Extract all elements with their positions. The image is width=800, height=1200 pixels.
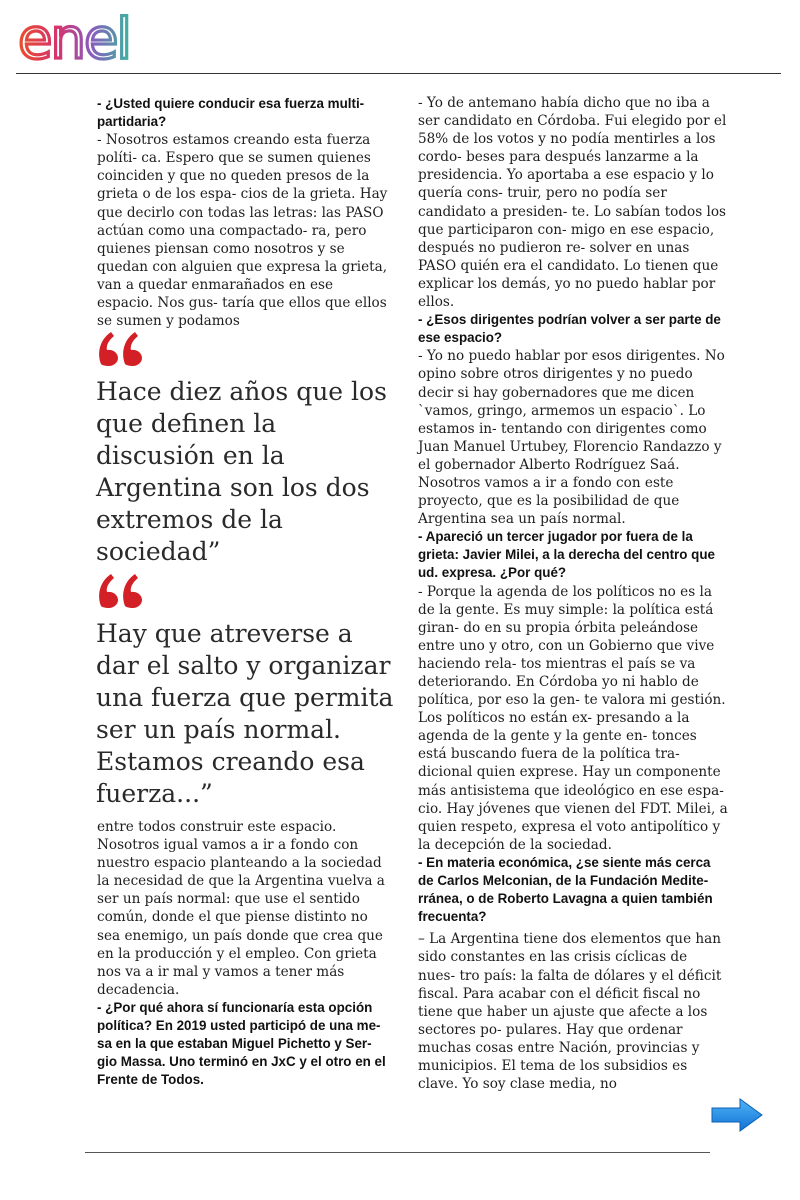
question-paragraph: - Apareció un tercer jugador por fuera de la grieta: Javier Milei, a la derecha del centro que ud. expresa. ¿Por qué? — [418, 529, 715, 581]
logo-wordmark: enel — [18, 14, 130, 66]
quote-mark-icon — [97, 570, 147, 608]
question-paragraph: - ¿Esos dirigentes podrían volver a ser parte de ese espacio? — [418, 312, 721, 346]
column-left-bottom — [97, 818, 389, 1089]
quote-mark-icon — [97, 328, 147, 366]
answer-paragraph: entre todos construir este espacio. Nosotros igual vamos a ir a fondo con nuestro espacio planteando a la sociedad la necesidad de que la Argentina vuelva a ser un país normal: que use el sentido común, donde el que piense distinto no sea enemigo, un país donde que crea que en la producción y el empleo. Con grieta nos va a ir mal y vamos a tener más decadencia. — [97, 819, 385, 998]
column-left-top — [97, 95, 389, 330]
answer-paragraph: - Porque la agenda de los políticos no es la de la gente. Es muy simple: la política está giran- do en su propia órbita peleándose entre uno y otro, con un Gobierno que vive haciendo rela- tos mientras el país se va deteriorando. En Córdoba yo ni hablo de política, por eso la gen- te valora mi gestión. Los políticos no están ex- presando a la agenda de la gente y la gente en- tonces está buscando fuera de la política tra- dicional quien exprese. Hay un componente más antisistema que ideológico en ese espa- cio. Hay jóvenes que vienen del FDT. Milei, a quien respeto, expresa el voto antipolítico y la decepción de la sociedad. — [418, 583, 728, 853]
answer-paragraph: - Yo no puedo hablar por esos dirigentes. No opino sobre otros dirigentes y no puedo decir si hay gobernadores que me dicen `vamos, gringo, armemos un espacio`. Lo estamos in- tentando con dirigentes como Juan Manuel Urtubey, Florencio Randazzo y el gobernador Alberto Rodríguez Saá. Nosotros vamos a ir a fondo con este proyecto, que es la posibilidad de que Argentina sea un país normal. — [418, 348, 725, 528]
question-paragraph: - ¿Por qué ahora sí funcionaría esta opción política? En 2019 usted participó de una me- sa en la que estaban Miguel Pichetto y Ser- gio Massa. Uno terminó en JxC y el otro en el Frente de Todos. — [97, 999, 386, 1088]
column-right — [418, 94, 728, 1093]
pull-quote: Hace diez años que los que definen la discusión en la Argentina son los dos extremos de la sociedad” — [96, 377, 387, 566]
answer-paragraph: - Nosotros estamos creando esta fuerza políti- ca. Espero que se sumen quienes coinciden y que no queden presos de la grieta o de los espa- cios de la grieta. Hay que decirlo con todas las letras: las PASO actúan como una compactado- ra, pero quienes piensan como nosotros y se quedan con alguien que expresa la grieta, van a quedar enmarañados en ese espacio. Nos gus- taría que ellos que ellos se sumen y podamos — [97, 132, 388, 330]
footer-divider — [85, 1152, 710, 1153]
question-paragraph: - ¿Usted quiere conducir esa fuerza multi- partidaria? — [97, 96, 365, 130]
enel-logo — [16, 14, 176, 66]
answer-paragraph: – La Argentina tiene dos elementos que han sido constantes en las crisis cíclicas de nues- tro país: la falta de dólares y el déficit fiscal. Para acabar con el déficit fiscal no tiene que haber un ajuste que afecte a los sectores po- pulares. Hay que ordenar muchas cosas entre Nación, provincias y municipios. El tema de los subsidios es clave. Yo soy clase media, no — [418, 931, 722, 1093]
pull-quote: Hay que atreverse a dar el salto y organizar una fuerza que permita ser un país normal. Estamos creando esa fuerza...” — [96, 619, 394, 808]
question-paragraph: - En materia económica, ¿se siente más cerca de Carlos Melconian, de la Fundación Medite- rránea, o de Roberto Lavagna a quien también frecuenta? — [418, 854, 713, 925]
answer-paragraph: - Yo de antemano había dicho que no iba a ser candidato en Córdoba. Fui elegido por el 58% de los votos y no podía mentirles a los cordo- beses para después lanzarme a la presidencia. Yo aportaba a ese espacio y lo quería cons- truir, pero no podía ser candidato a presiden- te. Lo sabían todos los que participaron con- migo en ese espacio, después no pudieron re- solver en unas PASO quién era el candidato. Lo tienen que explicar los demás, yo no puedo hablar por ellos. — [418, 95, 727, 311]
header-divider — [16, 73, 781, 74]
right-arrow-icon[interactable] — [710, 1097, 764, 1133]
